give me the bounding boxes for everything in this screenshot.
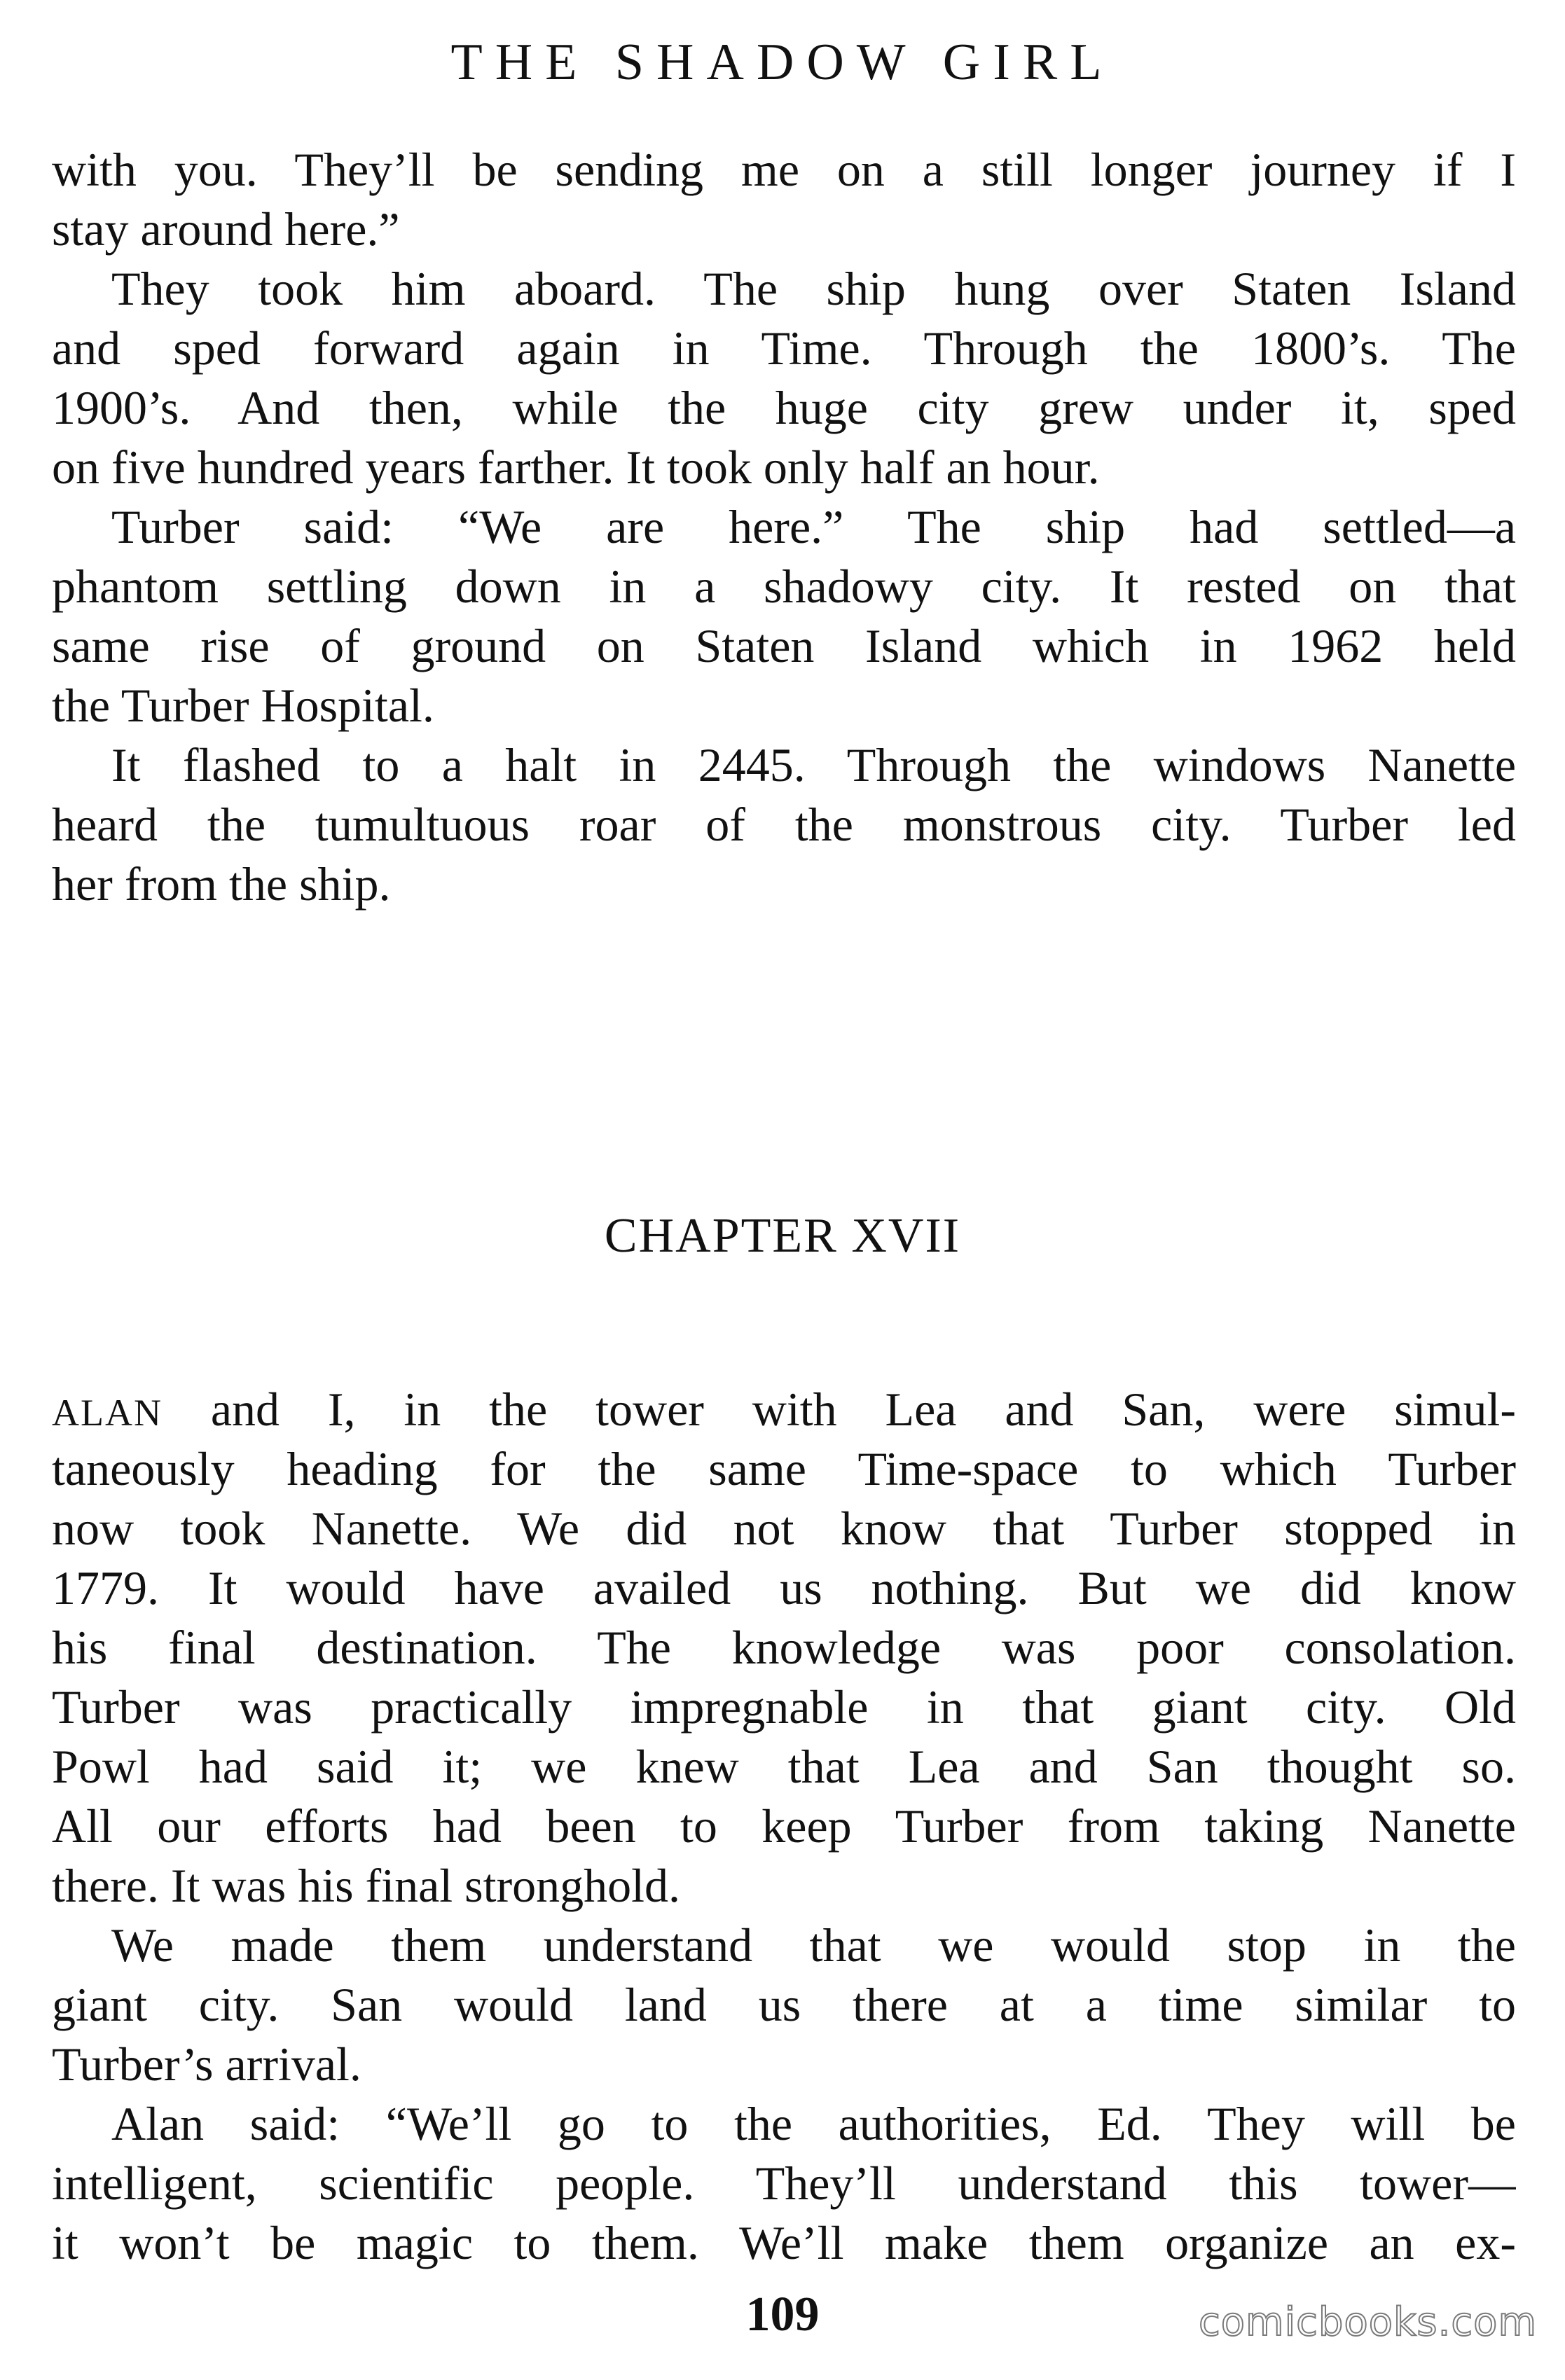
text-line: now took Nanette. We did not know that Turber stopped in (52, 1502, 1516, 1555)
text-line: Turber said: “We are here.” The ship had settled—a (111, 500, 1516, 553)
text-line: it won’t be magic to them. We’ll make them organize an ex- (52, 2216, 1516, 2269)
text-line: giant city. San would land us there at a time similar to (52, 1978, 1516, 2031)
text-line: with you. They’ll be sending me on a still longer journey if I (52, 143, 1516, 196)
text-line: It flashed to a halt in 2445. Through the windows Nanette (111, 738, 1516, 791)
text-line: 1900’s. And then, while the huge city grew under it, sped (52, 381, 1516, 434)
text-line: Powl had said it; we knew that Lea and San thought so. (52, 1740, 1516, 1793)
text-line: Alan said: “We’ll go to the authorities, Ed. They will be (111, 2097, 1516, 2150)
text-line: intelligent, scientific people. They’ll understand this tower— (52, 2157, 1516, 2210)
text-line: her from the ship. (52, 857, 391, 911)
text-block-before-chapter (52, 140, 1516, 914)
text-line: stay around here.” (52, 202, 400, 256)
text-line: taneously heading for the same Time-space to which Turber (52, 1442, 1516, 1495)
text-line: 1779. It would have availed us nothing. But we did know (52, 1561, 1516, 1614)
text-line: All our efforts had been to keep Turber from taking Nanette (52, 1799, 1516, 1853)
opening-line-rest: and I, in the tower with Lea and San, were simul- (162, 1383, 1516, 1436)
text-line: We made them understand that we would stop in the (111, 1918, 1516, 1972)
text-line: the Turber Hospital. (52, 679, 434, 732)
text-line-opening (52, 1380, 1516, 1439)
text-line: phantom settling down in a shadowy city. It rested on that (52, 560, 1516, 613)
page-number: 109 (745, 2288, 820, 2341)
text-line: They took him aboard. The ship hung over Staten Island (111, 262, 1516, 315)
text-line: his final destination. The knowledge was poor consolation. (52, 1621, 1516, 1674)
text-line: same rise of ground on Staten Island which in 1962 held (52, 619, 1516, 672)
text-block-chapter-body (52, 1380, 1516, 2273)
watermark-logo: comicbooks.com (1198, 2299, 1537, 2345)
small-caps-opening-word: ALAN (52, 1392, 163, 1434)
text-line: and sped forward again in Time. Through the 1800’s. The (52, 321, 1516, 375)
text-line: heard the tumultuous roar of the monstrous city. Turber led (52, 798, 1516, 851)
text-line: Turber’s arrival. (52, 2037, 361, 2091)
running-head-title: THE SHADOW GIRL (450, 34, 1115, 91)
text-line: on five hundred years farther. It took only half an hour. (52, 441, 1100, 494)
text-line: there. It was his final stronghold. (52, 1859, 681, 1912)
chapter-heading: CHAPTER XVII (604, 1209, 961, 1263)
text-line: Turber was practically impregnable in that giant city. Old (52, 1680, 1516, 1734)
